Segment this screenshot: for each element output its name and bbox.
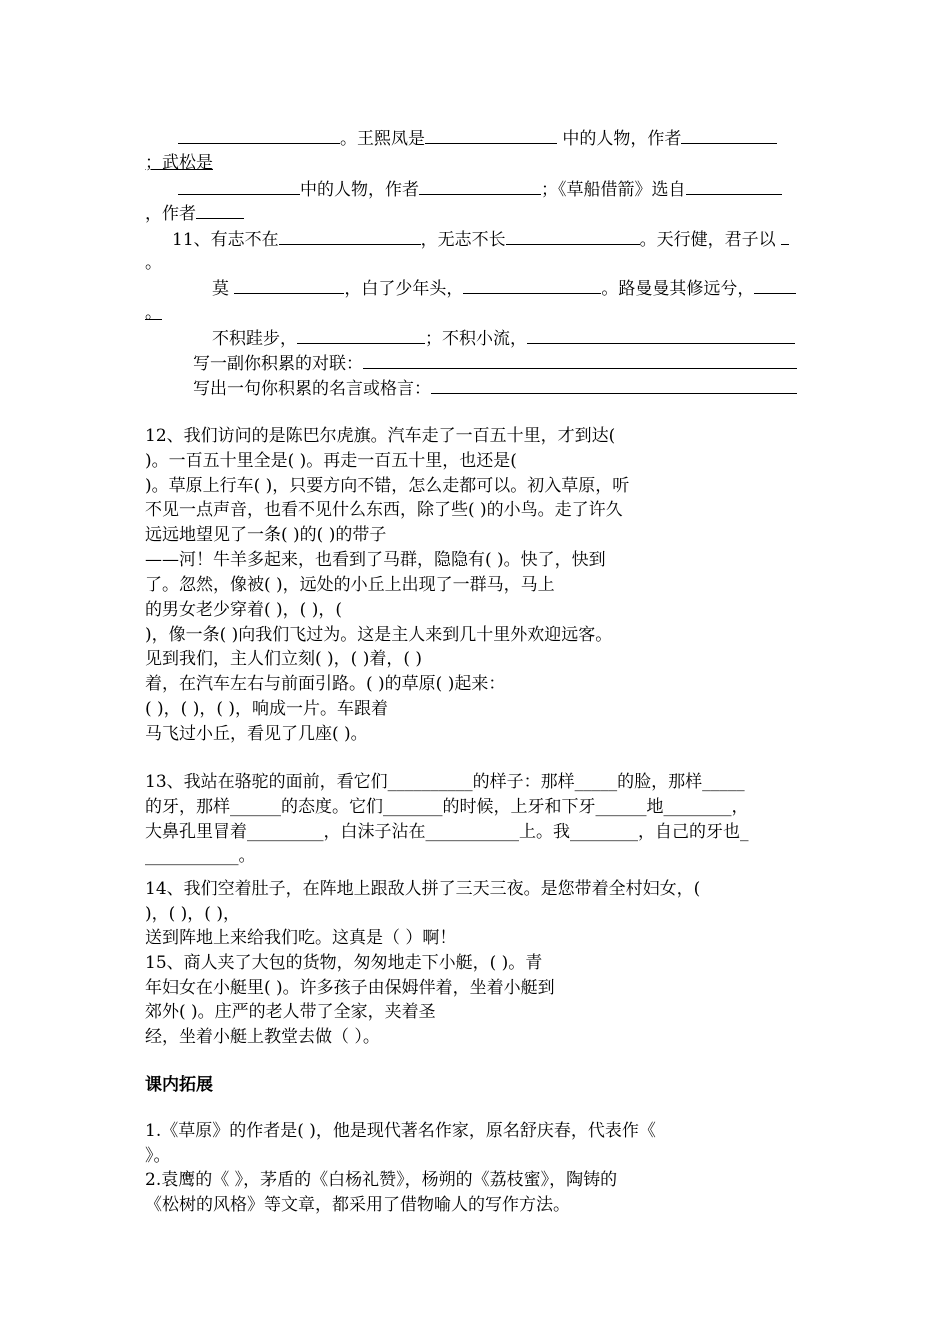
blank[interactable] [297, 327, 425, 344]
blank[interactable] [425, 127, 557, 144]
q12-line: 不见一点声音，也看不见什么东西，除了些( )的小鸟。走了许久 [145, 500, 623, 520]
q11-line-7: 写出一句你积累的名言或格言： [193, 377, 797, 400]
q12-line: )。一百五十里全是( )。再走一百五十里，也还是( [145, 451, 517, 471]
q12-line: ——河！牛羊多起来，也看到了马群，隐隐有( )。快了，快到 [145, 550, 606, 570]
q12-line: 马飞过小丘，看见了几座( )。 [145, 724, 368, 744]
q15-line: 年妇女在小艇里( )。许多孩子由保姆伴着，坐着小艇到 [145, 978, 555, 998]
ext-line: 》。 [145, 1146, 171, 1166]
q10-line-3: 中的人物，作者 ；《草船借箭》选自 [178, 178, 782, 201]
blank[interactable] [419, 178, 541, 195]
ext-line: 《松树的风格》等文章，都采用了借物喻人的写作方法。 [145, 1195, 570, 1215]
ext-line: 2.袁鹰的《 》，茅盾的《白杨礼赞》，杨朔的《荔枝蜜》，陶铸的 [145, 1170, 618, 1190]
q12-line: )。草原上行车( )，只要方向不错，怎么走都可以。初入草原，听 [145, 476, 630, 496]
blank[interactable] [363, 352, 797, 369]
blank[interactable] [506, 228, 640, 245]
q12-line: 了。忽然，像被( )，远处的小丘上出现了一群马，马上 [145, 575, 555, 595]
q11-line-1: 11、有志不在 ，无志不长 。天行健，君子以 [172, 228, 789, 251]
q10-line-4: ，作者 [145, 202, 244, 225]
q13-line: 13、我站在骆驼的面前，看它们__________的样子：那样_____的脸，那样_____ [145, 772, 745, 792]
blank[interactable] [463, 277, 601, 294]
q14-line: 14、我们空着肚子，在阵地上跟敌人拼了三天三夜。是您带着全村妇女，( [145, 879, 701, 899]
q12-line: 着，在汽车左右与前面引路。( )的草原( )起来： [145, 674, 506, 694]
q12-line: 见到我们，主人们立刻( )，( )着，( ) [145, 649, 423, 669]
q12-line: )，像一条( )向我们飞过为。这是主人来到几十里外欢迎远客。 [145, 625, 613, 645]
blank[interactable] [178, 178, 300, 195]
section-title: 课内拓展 [145, 1075, 213, 1095]
blank[interactable] [279, 228, 421, 245]
ext-line: 1.《草原》的作者是( )，他是现代著名作家，原名舒庆春，代表作《 [145, 1121, 656, 1141]
q11-line-3: 莫 ，白了少年头， 。路曼曼其修远兮， [212, 277, 796, 300]
blank[interactable] [781, 228, 789, 245]
q12-line: ( )，( )，( )，响成一片。车跟着 [145, 699, 389, 719]
q10-line-1: 。王熙凤是 中的人物，作者 [178, 127, 777, 150]
q15-line: 郊外( )。庄严的老人带了全家，夹着圣 [145, 1002, 436, 1022]
blank[interactable] [431, 377, 797, 394]
q15-line: 经，坐着小艇上教堂去做（ ）。 [145, 1027, 380, 1047]
q11-line-2: 。 [145, 253, 162, 273]
blank[interactable] [681, 127, 777, 144]
blank[interactable] [178, 127, 340, 144]
q15-line: 15、商人夹了大包的货物，匆匆地走下小艇，( )。青 [145, 953, 543, 973]
blank[interactable] [196, 202, 244, 219]
q10-line-2: ；武松是 [145, 153, 213, 173]
q13-line: 大鼻孔里冒着_________，白沫子沾在___________上。我________，自己的牙也_ [145, 822, 749, 842]
blank[interactable] [234, 277, 344, 294]
q12-line: 的男女老少穿着( )，( )，( [145, 600, 342, 620]
q11-line-5: 不积跬步， ；不积小流， [212, 327, 795, 350]
blank[interactable] [686, 178, 782, 195]
q14-line: 送到阵地上来给我们吃。这真是（ ）啊！ [145, 928, 457, 948]
q12-line: 12、我们访问的是陈巴尔虎旗。汽车走了一百五十里，才到达( [145, 426, 616, 446]
blank[interactable] [527, 327, 795, 344]
q12-line: 远远地望见了一条( )的( )的带子 [145, 525, 387, 545]
blank[interactable] [754, 277, 796, 294]
q13-line: ___________。 [145, 846, 256, 866]
q11-line-6: 写一副你积累的对联： [193, 352, 797, 375]
q13-line: 的牙，那样______的态度。它们_______的时候，上牙和下牙______地________， [145, 797, 749, 817]
q11-line-4: 。 [145, 303, 162, 323]
q14-line: )，( )，( )， [145, 904, 240, 924]
